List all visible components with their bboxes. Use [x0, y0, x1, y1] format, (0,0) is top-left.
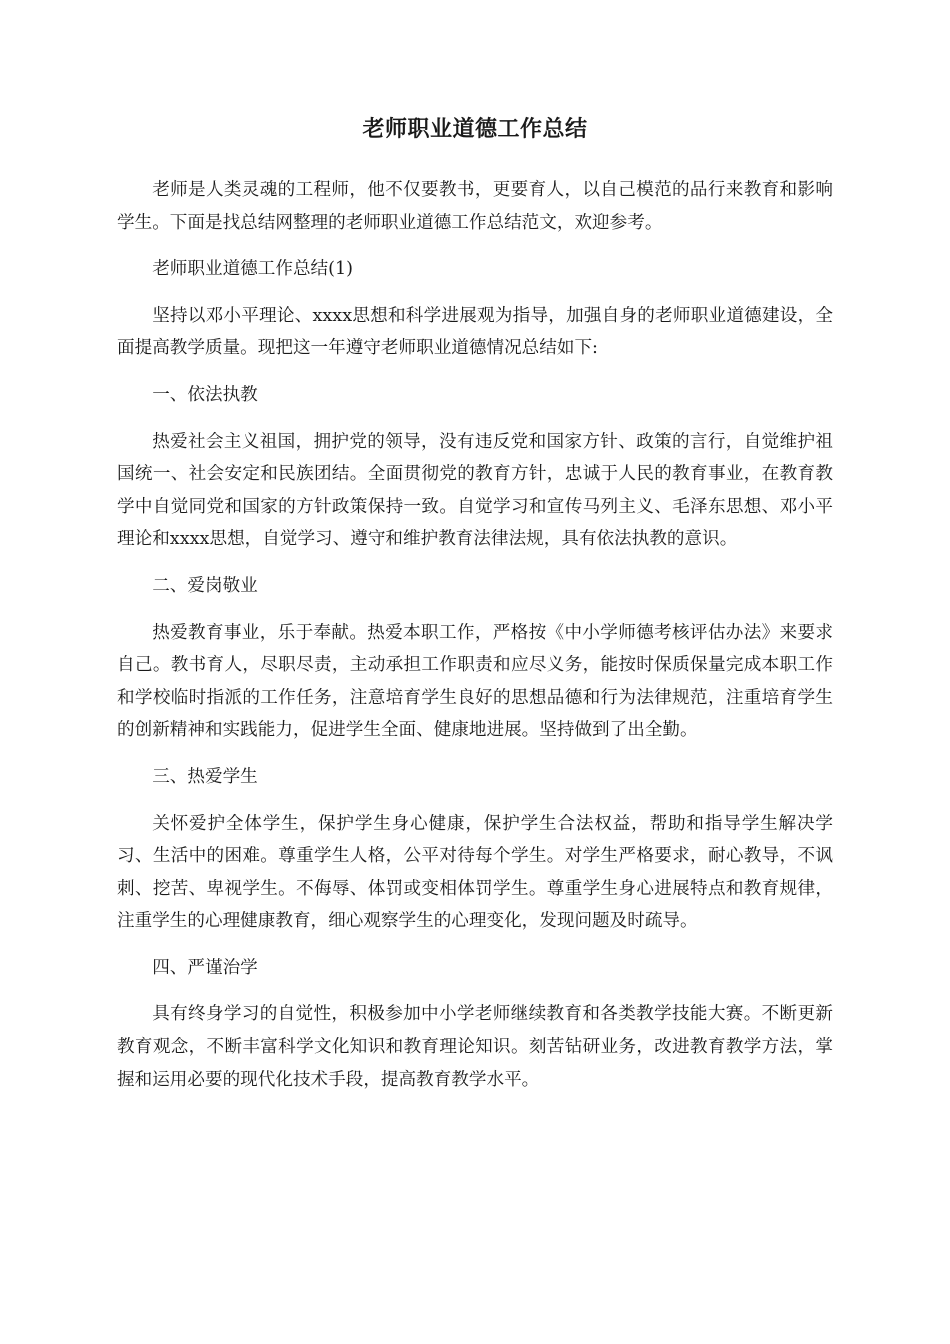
section-body: 热爱教育事业，乐于奉献。热爱本职工作，严格按《中小学师德考核评估办法》来要求自己。教书育人，尽职尽责，主动承担工作职责和应尽义务，能按时保质保量完成本职工作和学校临时指派的工作任务，注意培育学生良好的思想品德和行为法律规范，注重培育学生的创新精神和实践能力，促进学生全面、健康地进展。坚持做到了出全勤。	[117, 622, 833, 741]
section-body: 热爱社会主义祖国，拥护党的领导，没有违反党和国家方针、政策的言行，自觉维护祖国统一、社会安定和民族团结。全面贯彻党的教育方针，忠诚于人民的教育事业，在教育教学中自觉同党和国家的方针政策保持一致。自觉学习和宣传马列主义、毛泽东思想、邓小平理论和xxxx思想，自觉学习、遵守和维护教育法律法规，具有依法执教的意识。	[117, 431, 833, 550]
section-heading: 一、依法执教	[152, 384, 258, 405]
section-heading: 四、严谨治学	[152, 957, 258, 978]
document-page	[117, 112, 833, 1110]
section-heading: 二、爱岗敬业	[152, 575, 258, 596]
document-subtitle: 老师职业道德工作总结(1)	[152, 259, 354, 280]
section-heading: 三、热爱学生	[152, 766, 258, 787]
section-body: 具有终身学习的自觉性，积极参加中小学老师继续教育和各类教学技能大赛。不断更新教育观念，不断丰富科学文化知识和教育理论知识。刻苦钻研业务，改进教育教学方法，掌握和运用必要的现代化技术手段，提高教育教学水平。	[117, 1004, 833, 1090]
opening-paragraph: 坚持以邓小平理论、xxxx思想和科学进展观为指导，加强自身的老师职业道德建设，全面提高教学质量。现把这一年遵守老师职业道德情况总结如下:	[117, 305, 833, 359]
intro-paragraph: 老师是人类灵魂的工程师，他不仅要教书，更要育人，以自己模范的品行来教育和影响学生。下面是找总结网整理的老师职业道德工作总结范文，欢迎参考。	[117, 180, 833, 233]
document-title: 老师职业道德工作总结	[362, 117, 588, 142]
section-body: 关怀爱护全体学生，保护学生身心健康，保护学生合法权益，帮助和指导学生解决学习、生活中的困难。尊重学生人格，公平对待每个学生。对学生严格要求，耐心教导，不讽刺、挖苦、卑视学生。不侮辱、体罚或变相体罚学生。尊重学生身心进展特点和教育规律，注重学生的心理健康教育，细心观察学生的心理变化，发现问题及时疏导。	[117, 813, 833, 932]
